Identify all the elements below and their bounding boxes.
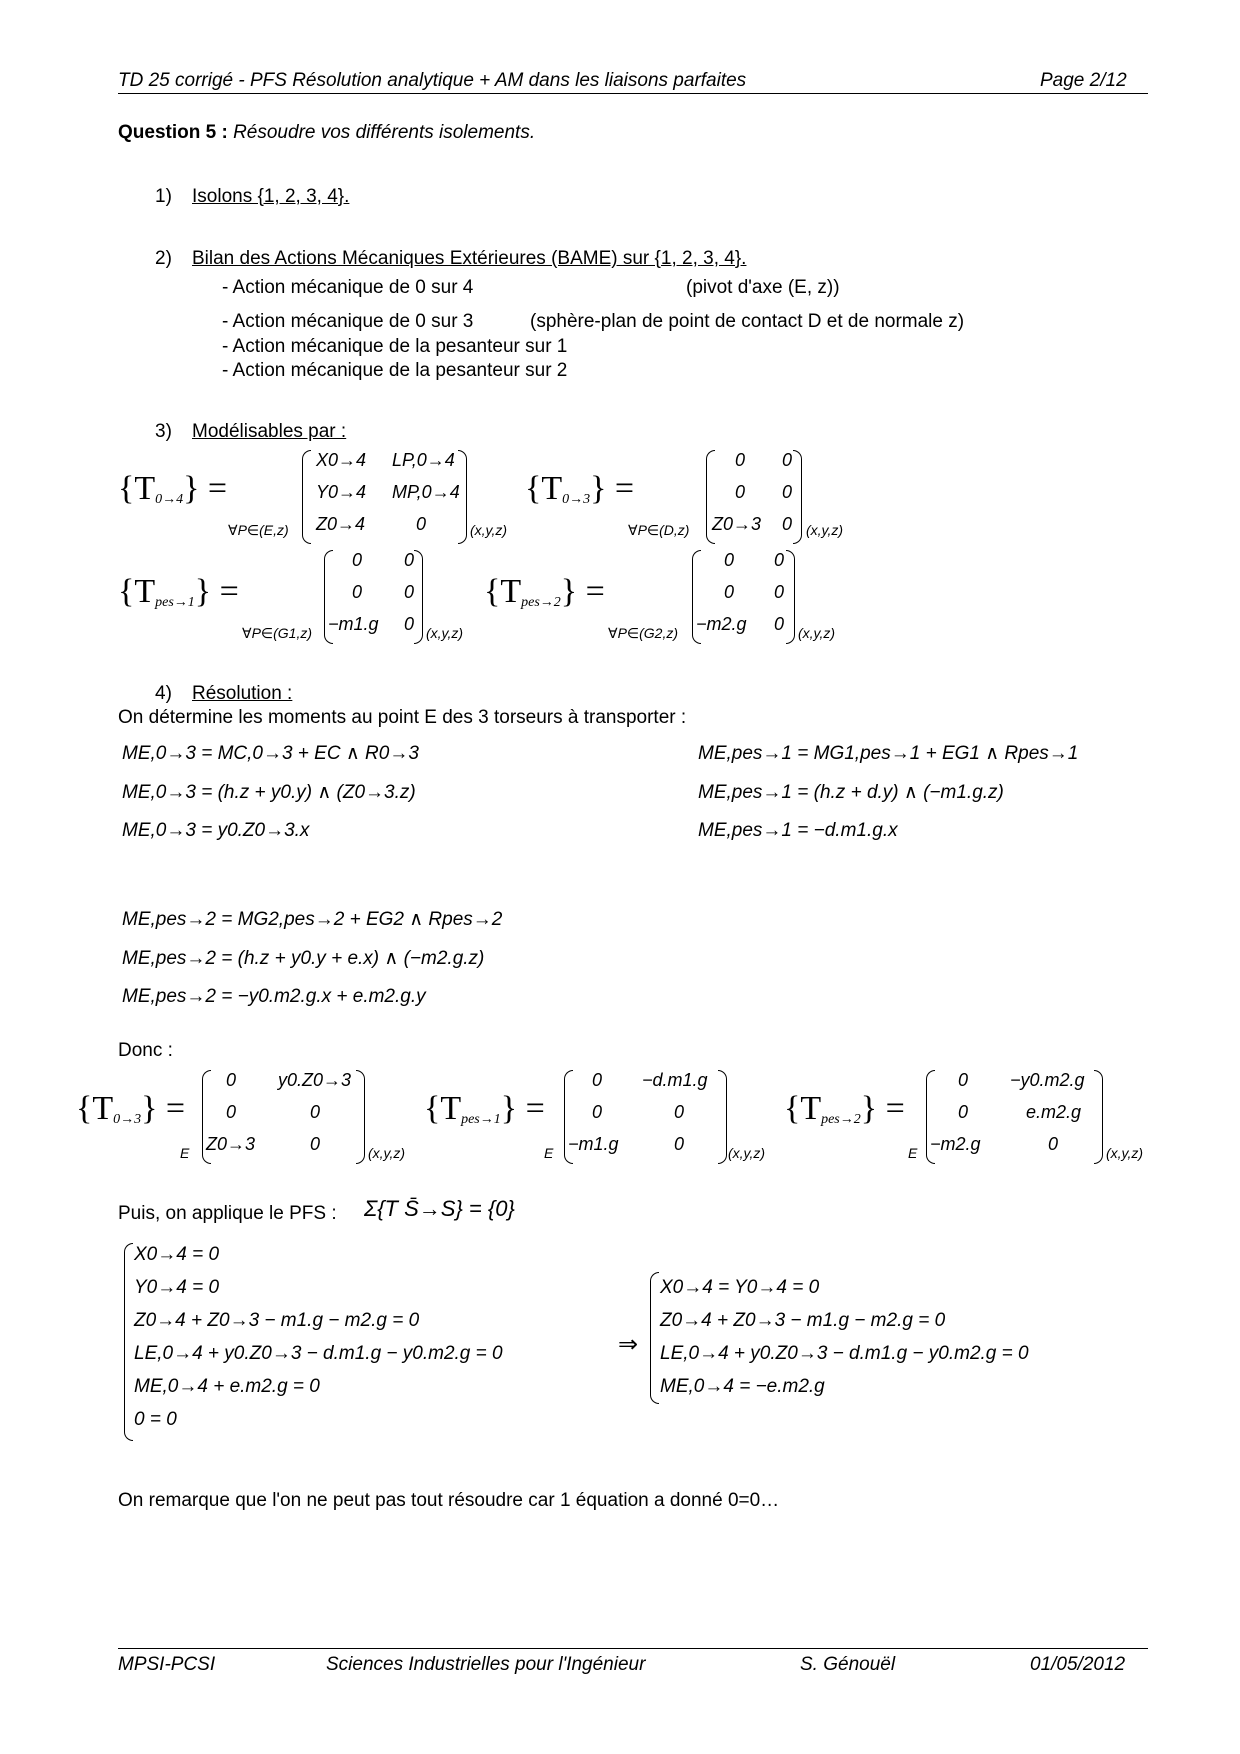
footer-left: MPSI-PCSI bbox=[118, 1654, 216, 1675]
system1-eq: ME,0→4 + e.m2.g = 0 bbox=[134, 1376, 320, 1397]
system2-eq: Z0→4 + Z0→3 − m1.g − m2.g = 0 bbox=[660, 1310, 946, 1331]
footer-author: S. Génouël bbox=[800, 1654, 896, 1675]
bame-item: - Action mécanique de la pesanteur sur 1 bbox=[222, 336, 568, 357]
header-rule bbox=[118, 93, 1148, 94]
bame-note: (pivot d'axe (E, z)) bbox=[686, 277, 840, 298]
bame-item: - Action mécanique de 0 sur 4 bbox=[222, 277, 474, 298]
implies-arrow: ⇒ bbox=[618, 1331, 639, 1358]
remark: On remarque que l'on ne peut pas tout résoudre car 1 équation a donné 0=0… bbox=[118, 1490, 780, 1511]
footer-rule bbox=[118, 1648, 1148, 1649]
header-title: TD 25 corrigé - PFS Résolution analytique + AM dans les liaisons parfaites bbox=[118, 70, 747, 91]
moments-intro: On détermine les moments au point E des 3 torseurs à transporter : bbox=[118, 707, 687, 728]
pfs-intro: Puis, on applique le PFS : bbox=[118, 1203, 337, 1224]
moment-eq: ME,pes→1 = MG1,pes→1 + EG1 ∧ Rpes→1 bbox=[698, 743, 1079, 764]
question bbox=[118, 122, 535, 144]
moment-eq: ME,0→3 = y0.Z0→3.x bbox=[122, 820, 310, 841]
step2-text: Bilan des Actions Mécaniques Extérieures (BAME) sur {1, 2, 3, 4}. bbox=[192, 248, 747, 269]
system2-brace bbox=[650, 1272, 659, 1404]
step4-text: Résolution : bbox=[192, 683, 293, 704]
header-page: Page 2/12 bbox=[1040, 70, 1127, 91]
step2-num: 2) bbox=[155, 248, 172, 269]
bame-item: - Action mécanique de 0 sur 3 bbox=[222, 311, 474, 332]
question-label: Question 5 : bbox=[118, 122, 228, 143]
system1-eq: 0 = 0 bbox=[134, 1409, 177, 1430]
footer-date: 01/05/2012 bbox=[1030, 1654, 1126, 1675]
torsor-brace-left: $\{T_{pes\to 2}\}$ = bbox=[484, 573, 605, 610]
moment-eq: ME,pes→1 = −d.m1.g.x bbox=[698, 820, 898, 841]
moment-eq: ME,0→3 = (h.z + y0.y) ∧ (Z0→3.z) bbox=[122, 782, 416, 803]
system2-eq: ME,0→4 = −e.m2.g bbox=[660, 1376, 825, 1397]
system1-eq: X0→4 = 0 bbox=[134, 1244, 220, 1265]
step1-num: 1) bbox=[155, 186, 172, 207]
step3-text: Modélisables par : bbox=[192, 421, 347, 442]
system2-eq: LE,0→4 + y0.Z0→3 − d.m1.g − y0.m2.g = 0 bbox=[660, 1343, 1029, 1364]
system1-eq: Z0→4 + Z0→3 − m1.g − m2.g = 0 bbox=[134, 1310, 420, 1331]
moment-eq: ME,pes→2 = MG2,pes→2 + EG2 ∧ Rpes→2 bbox=[122, 909, 503, 930]
moment-eq: ME,pes→2 = (h.z + y0.y + e.x) ∧ (−m2.g.z) bbox=[122, 948, 485, 969]
moment-eq: ME,pes→2 = −y0.m2.g.x + e.m2.g.y bbox=[122, 986, 426, 1007]
step4-num: 4) bbox=[155, 683, 172, 704]
system1-eq: LE,0→4 + y0.Z0→3 − d.m1.g − y0.m2.g = 0 bbox=[134, 1343, 503, 1364]
bame-item: - Action mécanique de la pesanteur sur 2 bbox=[222, 360, 568, 381]
moment-eq: ME,pes→1 = (h.z + d.y) ∧ (−m1.g.z) bbox=[698, 782, 1004, 803]
bame-note: (sphère-plan de point de contact D et de normale z) bbox=[530, 311, 965, 332]
step3-num: 3) bbox=[155, 421, 172, 442]
system1-eq: Y0→4 = 0 bbox=[134, 1277, 220, 1298]
step1-text: Isolons {1, 2, 3, 4}. bbox=[192, 186, 350, 207]
question-text: Résoudre vos différents isolements. bbox=[233, 122, 536, 143]
torsor-brace-left: $\{T_{pes\to 1}\}$ = bbox=[118, 573, 239, 610]
footer-center: Sciences Industrielles pour l'Ingénieur bbox=[326, 1654, 646, 1675]
torsor-brace-left: $\{T_{0\to 3}\}$ = bbox=[525, 470, 635, 507]
torsor-brace-left: $\{T_{0\to 4}\}$ = bbox=[118, 470, 228, 507]
pfs-formula: Σ{T S̄→S} = {0} bbox=[364, 1196, 515, 1221]
donc-label: Donc : bbox=[118, 1040, 173, 1061]
system1-brace bbox=[124, 1243, 133, 1441]
moment-eq: ME,0→3 = MC,0→3 + EC ∧ R0→3 bbox=[122, 743, 419, 764]
system2-eq: X0→4 = Y0→4 = 0 bbox=[660, 1277, 820, 1298]
